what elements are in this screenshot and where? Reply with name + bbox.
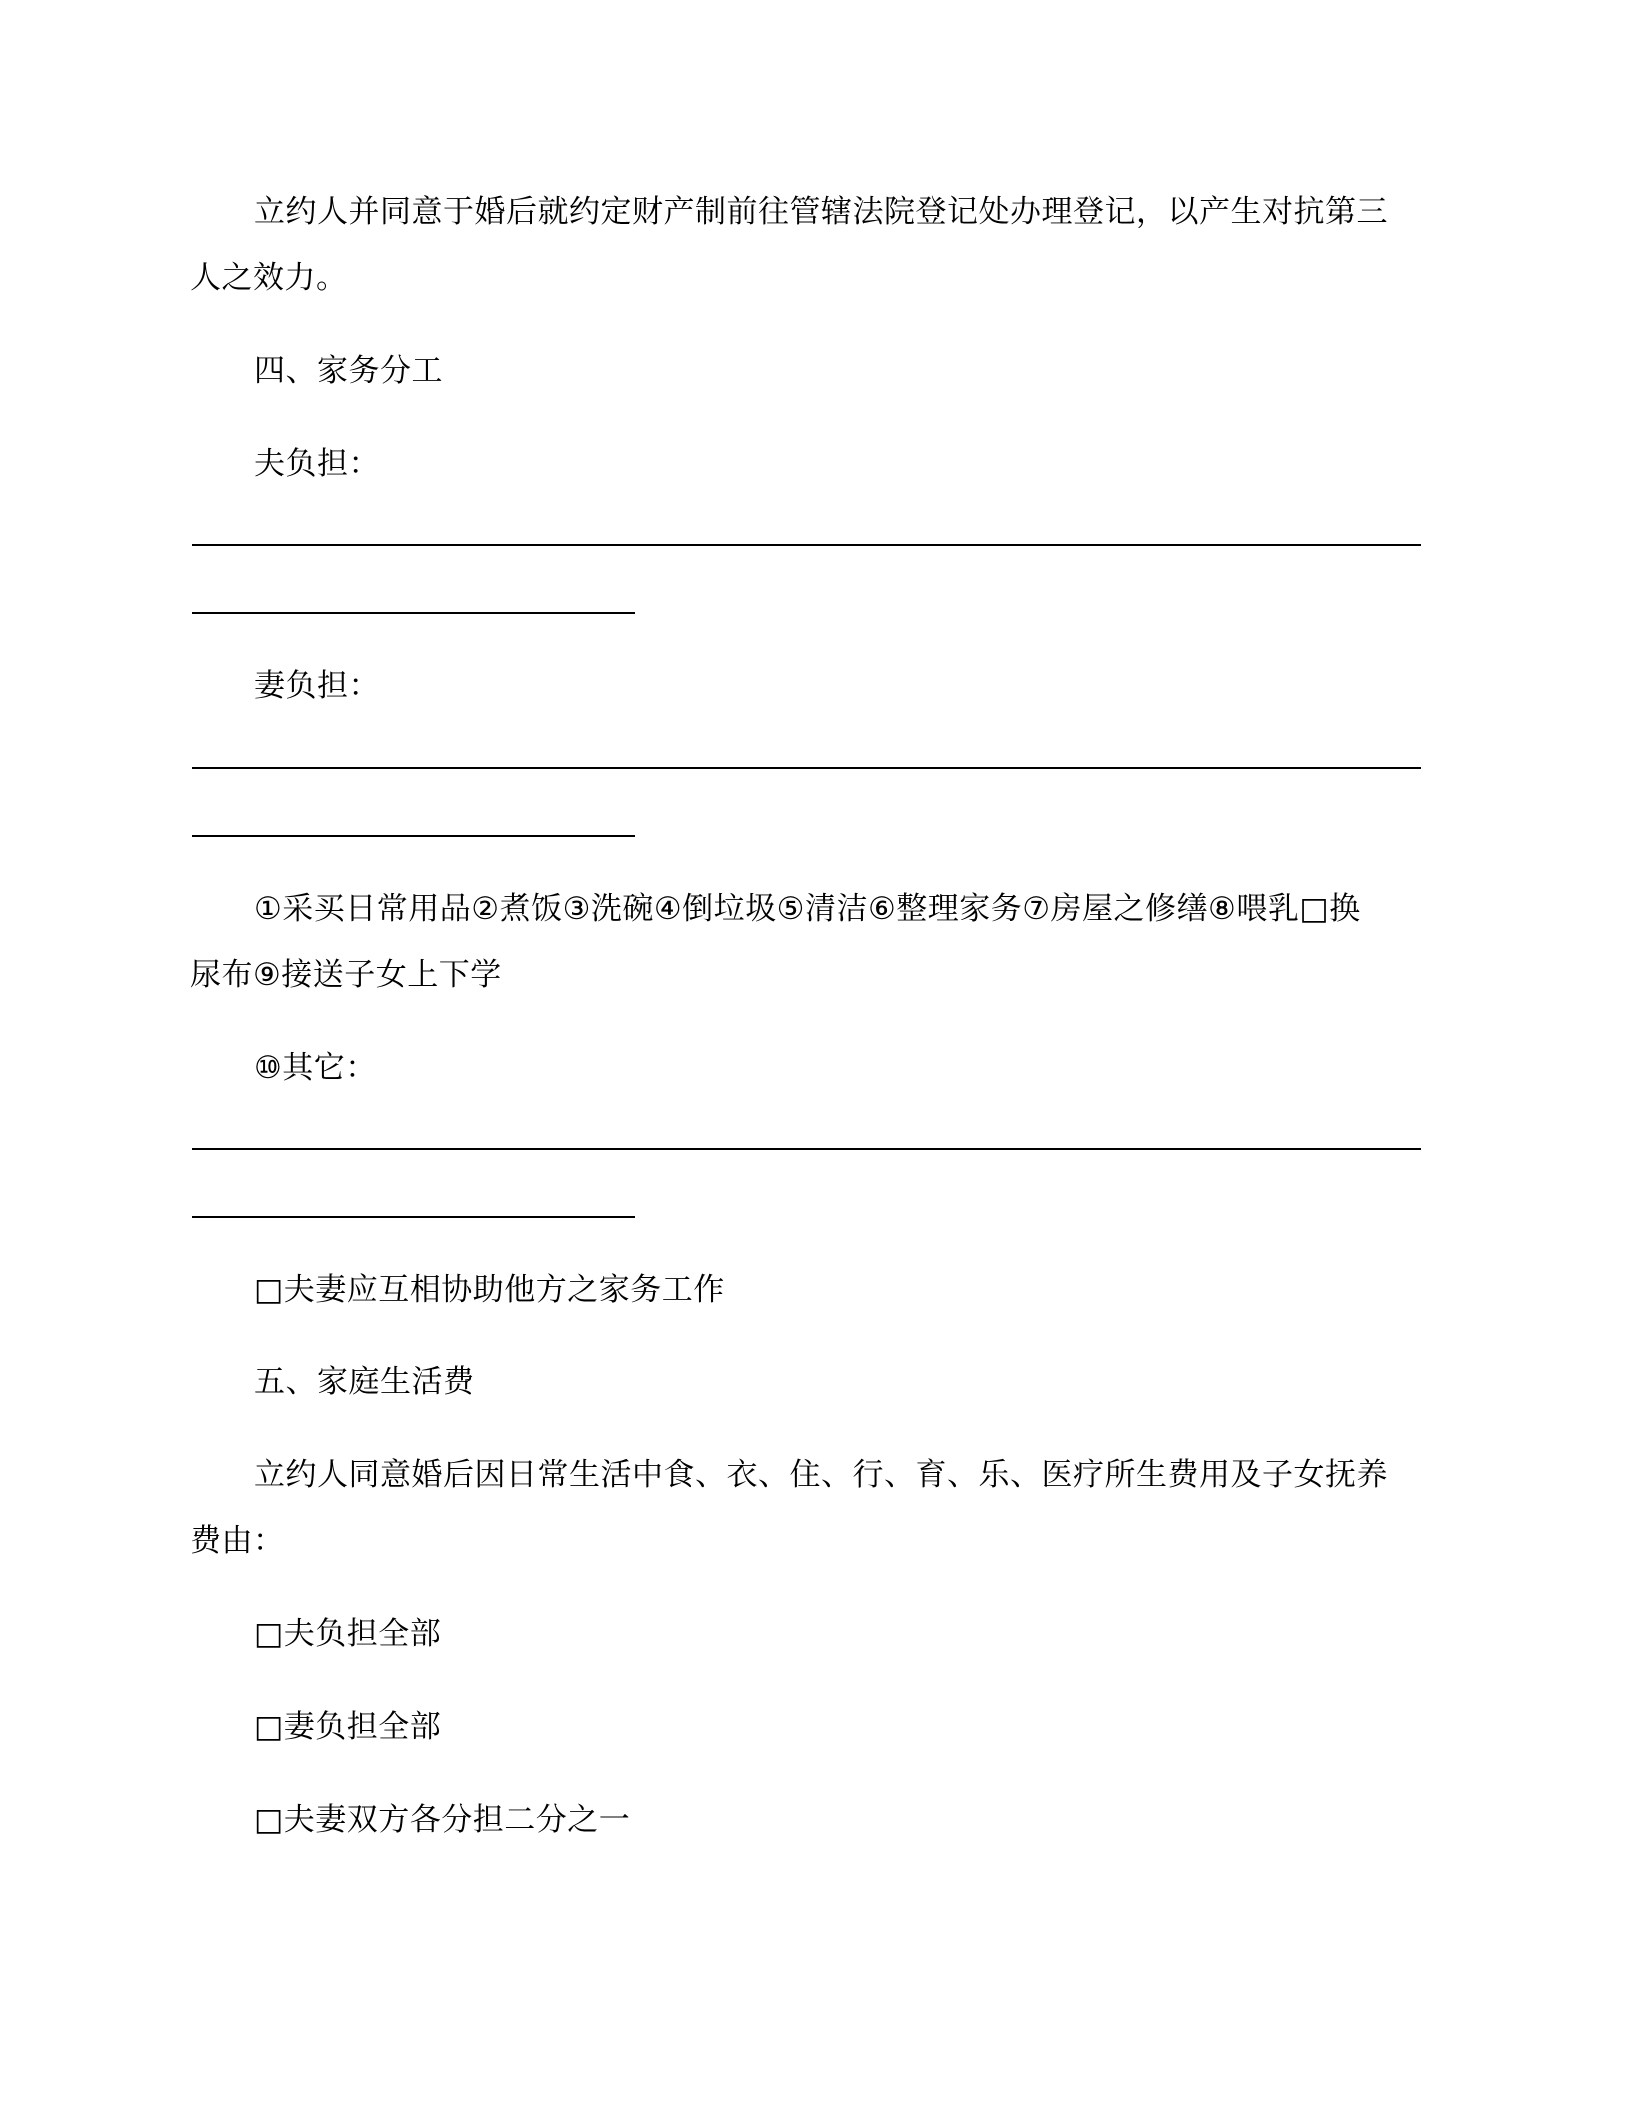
wife-duty-label: 妻负担： <box>254 668 380 704</box>
paragraph-expenses-line1: 立约人同意婚后因日常生活中食、衣、住、行、育、乐、医疗所生费用及子女抚养 <box>254 1457 1388 1493</box>
other-chores-blank-line-1[interactable] <box>192 1148 1421 1150</box>
paragraph-registration-line2: 人之效力。 <box>190 260 348 296</box>
mutual-help-checkbox-item[interactable]: □夫妻应互相协助他方之家务工作 <box>254 1272 725 1308</box>
husband-duty-blank-line-1[interactable] <box>192 544 1421 546</box>
chores-list-line1: ①采买日常用品②煮饭③洗碗④倒垃圾⑤清洁⑥整理家务⑦房屋之修缮⑧喂乳□换 <box>254 891 1361 927</box>
paragraph-expenses-line2: 费由： <box>190 1523 285 1559</box>
option-husband-pays-all[interactable]: □夫负担全部 <box>254 1616 442 1652</box>
paragraph-registration-line1: 立约人并同意于婚后就约定财产制前往管辖法院登记处办理登记，以产生对抗第三 <box>254 194 1388 230</box>
option-wife-pays-all[interactable]: □妻负担全部 <box>254 1709 442 1745</box>
option-split-half[interactable]: □夫妻双方各分担二分之一 <box>254 1802 631 1838</box>
chores-list-line2: 尿布⑨接送子女上下学 <box>190 957 502 993</box>
other-chores-label: ⑩其它： <box>254 1050 377 1086</box>
other-chores-blank-line-2[interactable] <box>192 1216 635 1218</box>
section-heading-living-expenses: 五、家庭生活费 <box>254 1364 475 1400</box>
wife-duty-blank-line-2[interactable] <box>192 835 635 837</box>
wife-duty-blank-line-1[interactable] <box>192 767 1421 769</box>
husband-duty-blank-line-2[interactable] <box>192 612 635 614</box>
section-heading-housework: 四、家务分工 <box>254 353 443 389</box>
husband-duty-label: 夫负担： <box>254 446 380 482</box>
